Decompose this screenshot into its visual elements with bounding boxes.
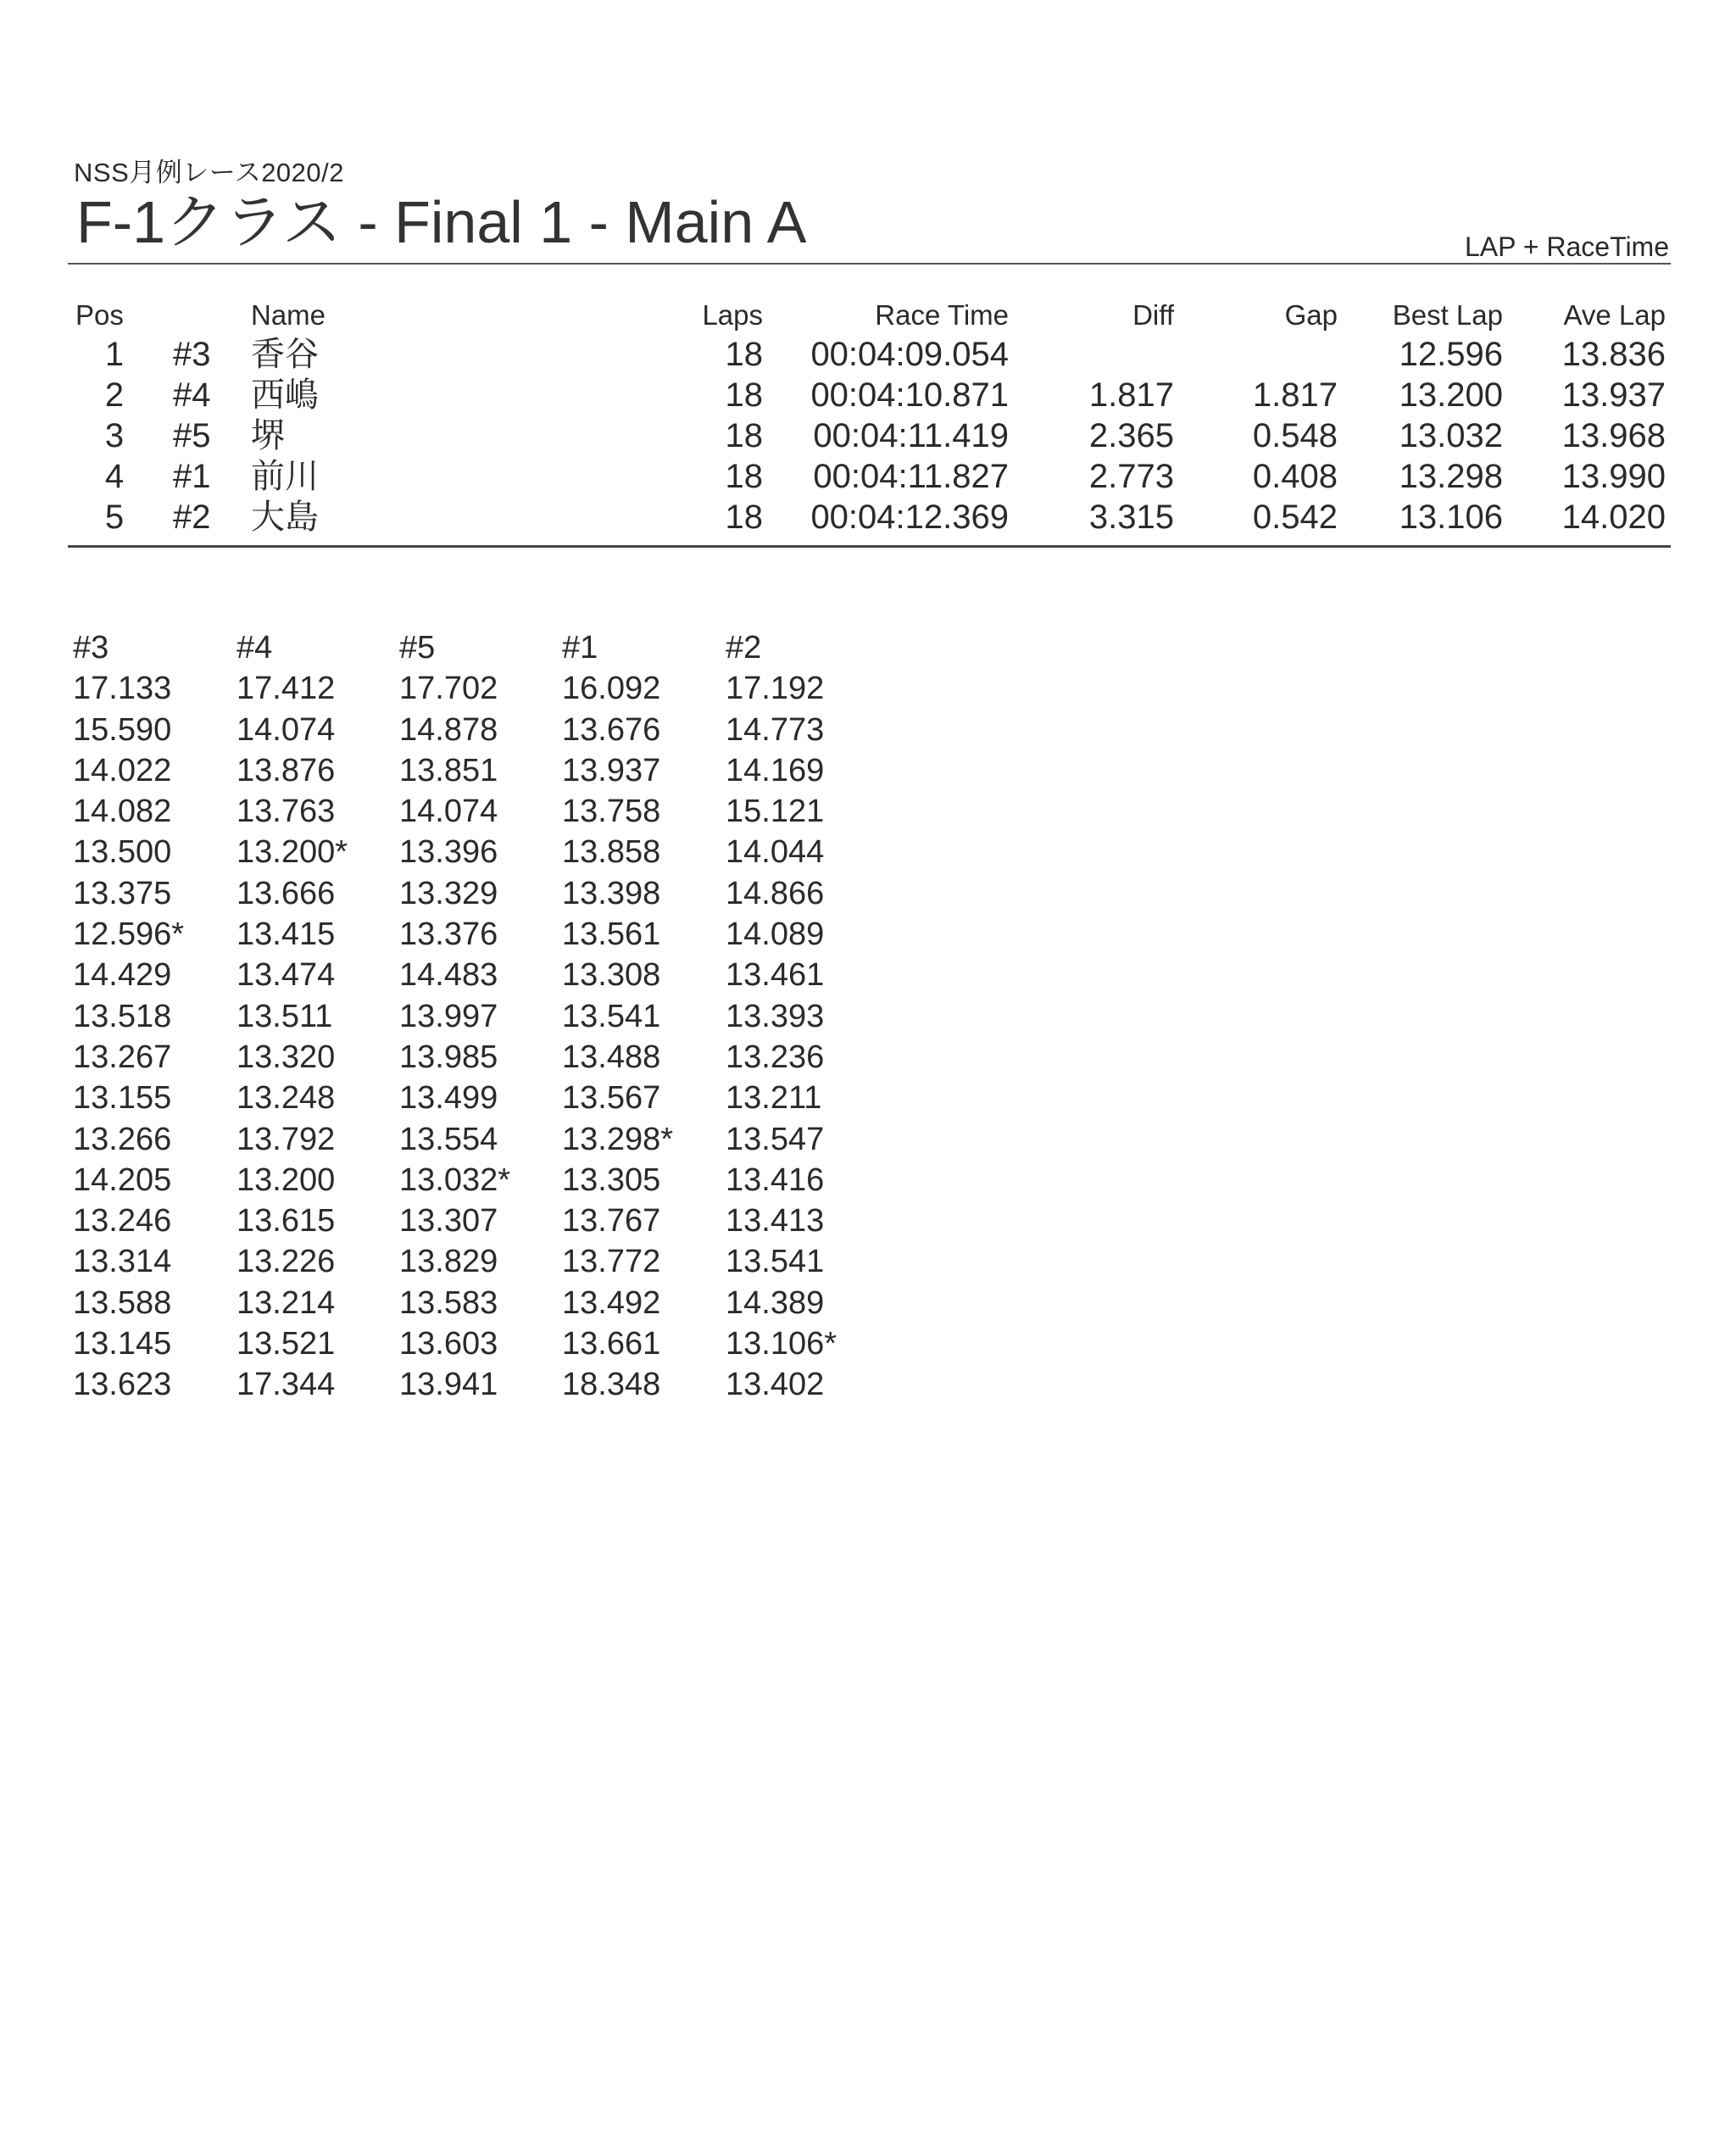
result-laps: 18 [725,336,763,373]
lap-time-cell: 13.320 [236,1039,336,1075]
lap-time-cell: 13.561 [562,916,661,953]
lap-time-cell: 13.266 [73,1121,172,1157]
result-best-lap: 13.200 [1399,376,1503,414]
lap-row [0,1119,1725,1160]
result-row [0,334,1725,375]
lap-time-cell: 13.521 [236,1326,336,1362]
lap-time-cell: 13.583 [399,1284,498,1321]
race-title: F-1クラス - Final 1 - Main A [76,189,807,255]
lap-time-cell: 13.829 [399,1244,498,1280]
lap-time-cell: 13.488 [562,1039,661,1075]
column-header-diff: Diff [1132,299,1174,331]
lap-time-cell: 14.044 [726,834,825,871]
lap-time-cell: 13.145 [73,1326,172,1362]
lap-time-cell: 13.676 [562,711,661,748]
lap-time-cell: 14.074 [399,794,498,830]
lap-row [0,710,1725,750]
result-race-time: 00:04:10.871 [810,376,1009,414]
result-row [0,415,1725,456]
result-driver-name: 前川 [251,457,319,496]
lap-time-cell: 13.500 [73,834,172,871]
result-car-number: #4 [173,376,211,414]
column-header-pos: Pos [75,299,124,331]
lap-time-cell: 13.211 [726,1080,822,1117]
lap-time-cell: 13.554 [399,1121,498,1157]
result-pos: 5 [104,499,125,536]
lap-time-cell: 13.267 [73,1039,172,1075]
result-diff: 3.315 [1088,499,1174,536]
column-header-gap: Gap [1284,299,1338,331]
result-race-time: 00:04:11.827 [813,458,1009,495]
lap-row [0,955,1725,995]
result-row [0,456,1725,497]
lap-time-cell: 13.603 [399,1326,498,1362]
lap-time-cell: 13.541 [562,998,661,1034]
lap-row [0,1078,1725,1118]
result-driver-name: 西嶋 [251,376,319,415]
result-gap: 0.408 [1252,458,1338,495]
lap-time-cell: 13.413 [726,1203,825,1240]
lap-time-cell: 13.106* [726,1326,837,1362]
results-divider [68,545,1671,548]
lap-time-cell: 13.588 [73,1284,172,1321]
report-type-label: LAP + RaceTime [1465,231,1669,262]
lap-time-cell: 14.878 [399,711,498,748]
lap-time-cell: 13.200 [236,1162,336,1198]
result-diff: 1.817 [1088,376,1174,414]
lap-time-cell: 13.499 [399,1080,498,1117]
lap-time-cell: 13.415 [236,916,336,953]
lap-time-cell: 13.792 [236,1121,336,1157]
lap-chart-table [0,627,1725,1406]
lap-time-cell: 13.308 [562,957,661,994]
result-ave-lap: 13.968 [1561,417,1666,454]
result-best-lap: 12.596 [1399,336,1503,373]
lap-time-cell: 13.567 [562,1080,661,1117]
lap-time-cell: 13.492 [562,1284,661,1321]
lap-time-cell: 13.941 [399,1367,498,1403]
lap-time-cell: 17.344 [236,1367,336,1403]
lap-time-cell: 17.412 [236,671,336,707]
lap-chart-header-car-3: #3 [73,630,109,666]
lap-time-cell: 13.763 [236,794,336,830]
result-laps: 18 [725,499,763,536]
result-driver-name: 大島 [251,498,319,537]
lap-time-cell: 13.772 [562,1244,661,1280]
event-name: NSS月例レース2020/2 [74,158,345,187]
lap-time-cell: 14.389 [726,1284,825,1321]
result-car-number: #2 [173,499,211,536]
lap-time-cell: 13.032* [399,1162,511,1198]
lap-time-cell: 14.866 [726,875,825,911]
column-header-race-time: Race Time [875,299,1009,331]
column-header-ave-lap: Ave Lap [1563,299,1666,331]
lap-time-cell: 13.298* [562,1121,674,1157]
result-pos: 1 [104,336,125,373]
lap-time-cell: 13.155 [73,1080,172,1117]
lap-time-cell: 14.773 [726,711,825,748]
lap-row [0,914,1725,955]
lap-time-cell: 18.348 [562,1367,661,1403]
lap-time-cell: 13.541 [726,1244,825,1280]
lap-time-cell: 13.758 [562,794,661,830]
result-row [0,497,1725,538]
lap-time-cell: 13.314 [73,1244,172,1280]
lap-time-cell: 13.623 [73,1367,172,1403]
lap-row [0,1323,1725,1364]
lap-time-cell: 13.402 [726,1367,825,1403]
lap-time-cell: 13.396 [399,834,498,871]
lap-time-cell: 13.398 [562,875,661,911]
lap-time-cell: 14.169 [726,752,825,788]
result-gap: 0.548 [1252,417,1338,454]
result-car-number: #1 [173,458,211,495]
results-table [0,297,1725,538]
result-pos: 3 [104,417,125,454]
lap-time-cell: 13.393 [726,998,825,1034]
result-best-lap: 13.298 [1399,458,1503,495]
lap-row [0,1160,1725,1201]
lap-time-cell: 13.376 [399,916,498,953]
lap-time-cell: 13.661 [562,1326,661,1362]
result-driver-name: 堺 [251,416,285,455]
result-best-lap: 13.032 [1399,417,1503,454]
lap-time-cell: 14.089 [726,916,825,953]
lap-time-cell: 13.851 [399,752,498,788]
lap-time-cell: 14.022 [73,752,172,788]
lap-row [0,996,1725,1037]
column-header-best-lap: Best Lap [1392,299,1503,331]
lap-row [0,668,1725,709]
lap-time-cell: 15.121 [726,794,825,830]
column-header-laps: Laps [702,299,763,331]
lap-time-cell: 13.985 [399,1039,498,1075]
result-gap: 0.542 [1252,499,1338,536]
lap-time-cell: 14.082 [73,794,172,830]
lap-time-cell: 13.200* [236,834,348,871]
lap-row [0,1241,1725,1282]
lap-time-cell: 14.429 [73,957,172,994]
lap-time-cell: 13.518 [73,998,172,1034]
lap-time-cell: 17.192 [726,671,825,707]
result-laps: 18 [725,417,763,454]
lap-time-cell: 13.214 [236,1284,336,1321]
lap-time-cell: 13.511 [236,998,333,1034]
result-car-number: #3 [173,336,211,373]
result-race-time: 00:04:11.419 [813,417,1009,454]
results-header-row [0,297,1725,334]
lap-row [0,1037,1725,1078]
lap-row [0,791,1725,832]
lap-time-cell: 13.767 [562,1203,661,1240]
lap-time-cell: 13.248 [236,1080,336,1117]
lap-row [0,1364,1725,1405]
lap-row [0,1201,1725,1241]
lap-time-cell: 13.226 [236,1244,336,1280]
lap-chart-header-car-5: #5 [399,630,436,666]
result-race-time: 00:04:12.369 [810,499,1009,536]
header-divider [68,263,1671,265]
lap-chart-header-car-1: #1 [562,630,598,666]
lap-chart-header-car-2: #2 [726,630,762,666]
result-gap: 1.817 [1252,376,1338,414]
result-diff: 2.773 [1088,458,1174,495]
lap-time-cell: 13.329 [399,875,498,911]
lap-time-cell: 13.858 [562,834,661,871]
result-diff: 2.365 [1088,417,1174,454]
lap-time-cell: 13.461 [726,957,825,994]
result-ave-lap: 13.836 [1561,336,1666,373]
lap-time-cell: 13.416 [726,1162,825,1198]
lap-time-cell: 13.305 [562,1162,661,1198]
result-pos: 4 [104,458,125,495]
lap-time-cell: 13.547 [726,1121,825,1157]
lap-time-cell: 17.702 [399,671,498,707]
lap-chart-header-row [0,627,1725,668]
lap-time-cell: 15.590 [73,711,172,748]
result-row [0,375,1725,415]
lap-time-cell: 12.596* [73,916,185,953]
lap-time-cell: 13.307 [399,1203,498,1240]
lap-row [0,750,1725,791]
result-ave-lap: 14.020 [1561,499,1666,536]
lap-time-cell: 13.997 [399,998,498,1034]
lap-time-cell: 17.133 [73,671,172,707]
result-ave-lap: 13.937 [1561,376,1666,414]
lap-row [0,1283,1725,1323]
lap-time-cell: 13.937 [562,752,661,788]
result-ave-lap: 13.990 [1561,458,1666,495]
result-laps: 18 [725,376,763,414]
lap-time-cell: 13.666 [236,875,336,911]
result-race-time: 00:04:09.054 [810,336,1009,373]
lap-time-cell: 13.246 [73,1203,172,1240]
lap-time-cell: 13.474 [236,957,336,994]
column-header-name: Name [251,299,326,331]
lap-time-cell: 13.876 [236,752,336,788]
lap-time-cell: 13.615 [236,1203,336,1240]
result-driver-name: 香谷 [251,335,319,374]
lap-row [0,873,1725,914]
result-best-lap: 13.106 [1399,499,1503,536]
lap-time-cell: 13.375 [73,875,172,911]
lap-time-cell: 14.074 [236,711,336,748]
lap-time-cell: 14.483 [399,957,498,994]
lap-row [0,832,1725,872]
result-laps: 18 [725,458,763,495]
result-car-number: #5 [173,417,211,454]
lap-chart-header-car-4: #4 [236,630,273,666]
lap-time-cell: 13.236 [726,1039,825,1075]
result-pos: 2 [104,376,125,414]
lap-time-cell: 16.092 [562,671,661,707]
lap-time-cell: 14.205 [73,1162,172,1198]
